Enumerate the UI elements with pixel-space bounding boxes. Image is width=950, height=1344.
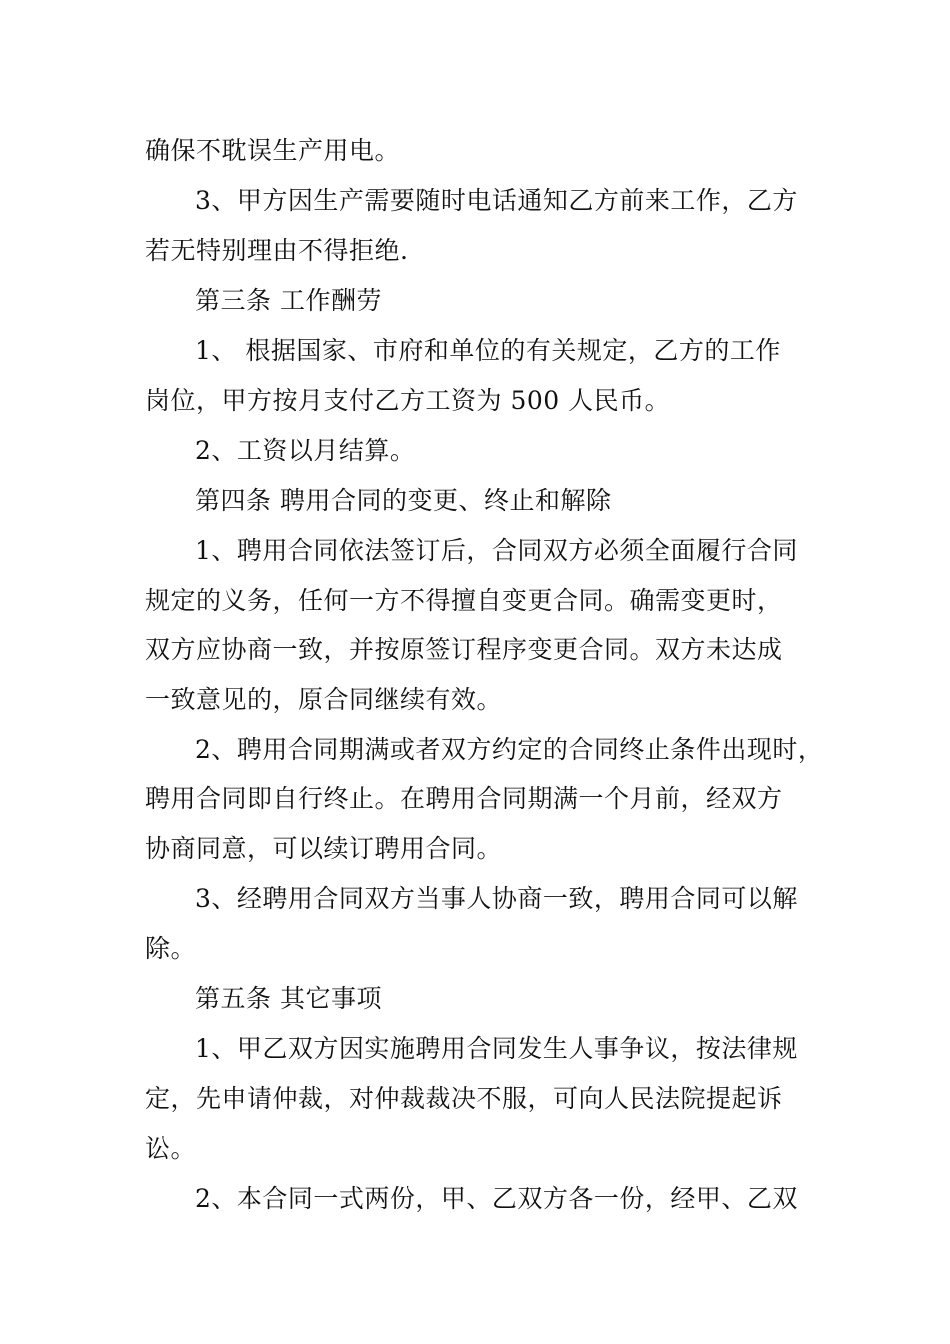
- text-line: 讼。: [145, 1134, 197, 1163]
- text-line: 2、工资以月结算。: [195, 436, 416, 465]
- text-line: 3、经聘用合同双方当事人协商一致，聘用合同可以解: [195, 884, 798, 913]
- text-line: 规定的义务，任何一方不得擅自变更合同。确需变更时，: [145, 586, 783, 615]
- text-line: 一致意见的，原合同继续有效。: [145, 685, 503, 714]
- section-heading: 第四条 聘用合同的变更、终止和解除: [195, 486, 612, 515]
- text-line: 2、本合同一式两份，甲、乙双方各一份，经甲、乙双: [195, 1184, 798, 1213]
- section-heading: 第五条 其它事项: [195, 984, 382, 1013]
- section-heading: 第三条 工作酬劳: [195, 286, 382, 315]
- text-line: 2、聘用合同期满或者双方约定的合同终止条件出现时，: [195, 735, 824, 764]
- text-line: 协商同意，可以续订聘用合同。: [145, 834, 503, 863]
- text-line: 确保不耽误生产用电。: [145, 136, 401, 165]
- text-line: 3、甲方因生产需要随时电话通知乙方前来工作，乙方: [195, 186, 798, 215]
- text-line: 除。: [145, 934, 197, 963]
- text-line: 1、甲乙双方因实施聘用合同发生人事争议，按法律规: [195, 1034, 798, 1063]
- text-line: 岗位，甲方按月支付乙方工资为 500 人民币。: [145, 386, 671, 415]
- text-line: 1、聘用合同依法签订后，合同双方必须全面履行合同: [195, 536, 798, 565]
- text-line: 双方应协商一致，并按原签订程序变更合同。双方未达成: [145, 635, 783, 664]
- text-line: 若无特别理由不得拒绝.: [145, 236, 409, 265]
- text-line: 定，先申请仲裁，对仲裁裁决不服，可向人民法院提起诉: [145, 1084, 783, 1113]
- text-line: 聘用合同即自行终止。在聘用合同期满一个月前，经双方: [145, 784, 783, 813]
- text-line: 1、 根据国家、市府和单位的有关规定，乙方的工作: [195, 336, 781, 365]
